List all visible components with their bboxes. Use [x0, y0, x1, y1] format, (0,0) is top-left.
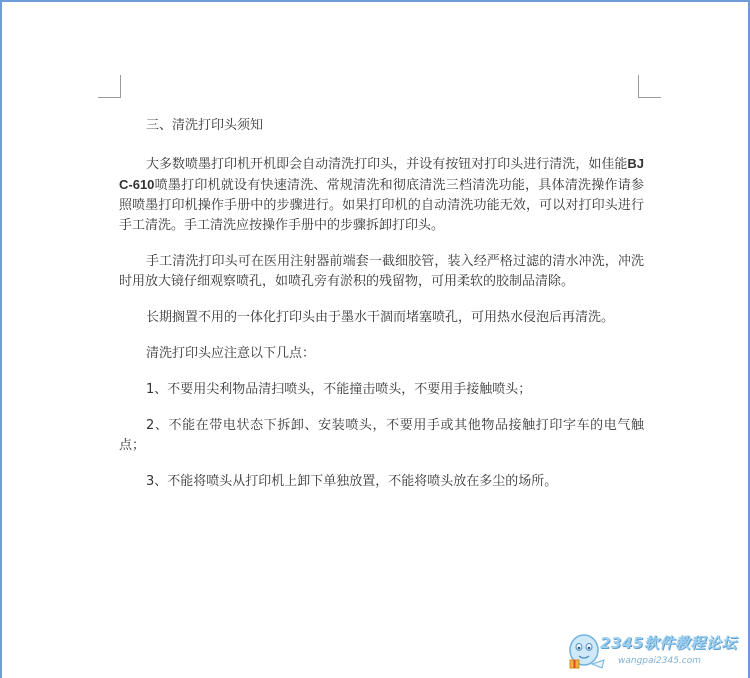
list-item-1: 1、不要用尖利物品清扫喷头，不能撞击喷头，不要用手接触喷头； — [146, 382, 532, 397]
paragraph-1-text-b: 喷墨打印机就设有快速清洗、常规清洗和彻底清洗三档清洗功能，具体清洗操作请参照喷墨打印机操作手册中的步骤进行。如果打印机的自动清洗功能无效，可以对打印头进行手工清洗。手工清洗应按操作手册中的步骤拆卸打印头。 — [119, 178, 644, 233]
top-left-margin-mark — [98, 75, 121, 98]
watermark-title: 2345软件教程论坛 — [600, 634, 737, 652]
paragraph-1-text-a: 大多数喷墨打印机开机即会自动清洗打印头，并设有按钮对打印头进行清洗，如佳能 — [146, 157, 628, 172]
paragraph-1 — [119, 154, 644, 236]
heading-text: 三、清洗打印头须知 — [146, 118, 264, 133]
paragraph-4: 清洗打印头应注意以下几点： — [146, 346, 316, 361]
section-heading — [119, 116, 644, 136]
top-right-margin-mark — [638, 75, 661, 98]
document-page[interactable] — [2, 2, 748, 678]
document-body[interactable] — [119, 116, 644, 508]
site-watermark — [568, 628, 744, 676]
paragraph-3: 长期搁置不用的一体化打印头由于墨水干涸而堵塞喷孔，可用热水侵泡后再清洗。 — [146, 310, 615, 325]
list-item-2: 2、不能在带电状态下拆卸、安装喷头，不要用手或其他物品接触打印字车的电气触点； — [119, 418, 644, 453]
list-item-3: 3、不能将喷头从打印机上卸下单独放置，不能将喷头放在多尘的场所。 — [146, 474, 558, 489]
paragraph-2: 手工清洗打印头可在医用注射器前端套一截细胶管，装入经严格过滤的清水冲洗，冲洗时用放大镜仔细观察喷孔，如喷孔旁有淤积的残留物，可用柔软的胶制品清除。 — [119, 254, 644, 289]
watermark-url: wangpai2345.com — [618, 656, 702, 666]
printer-model-text: BJC-610 — [119, 156, 644, 192]
